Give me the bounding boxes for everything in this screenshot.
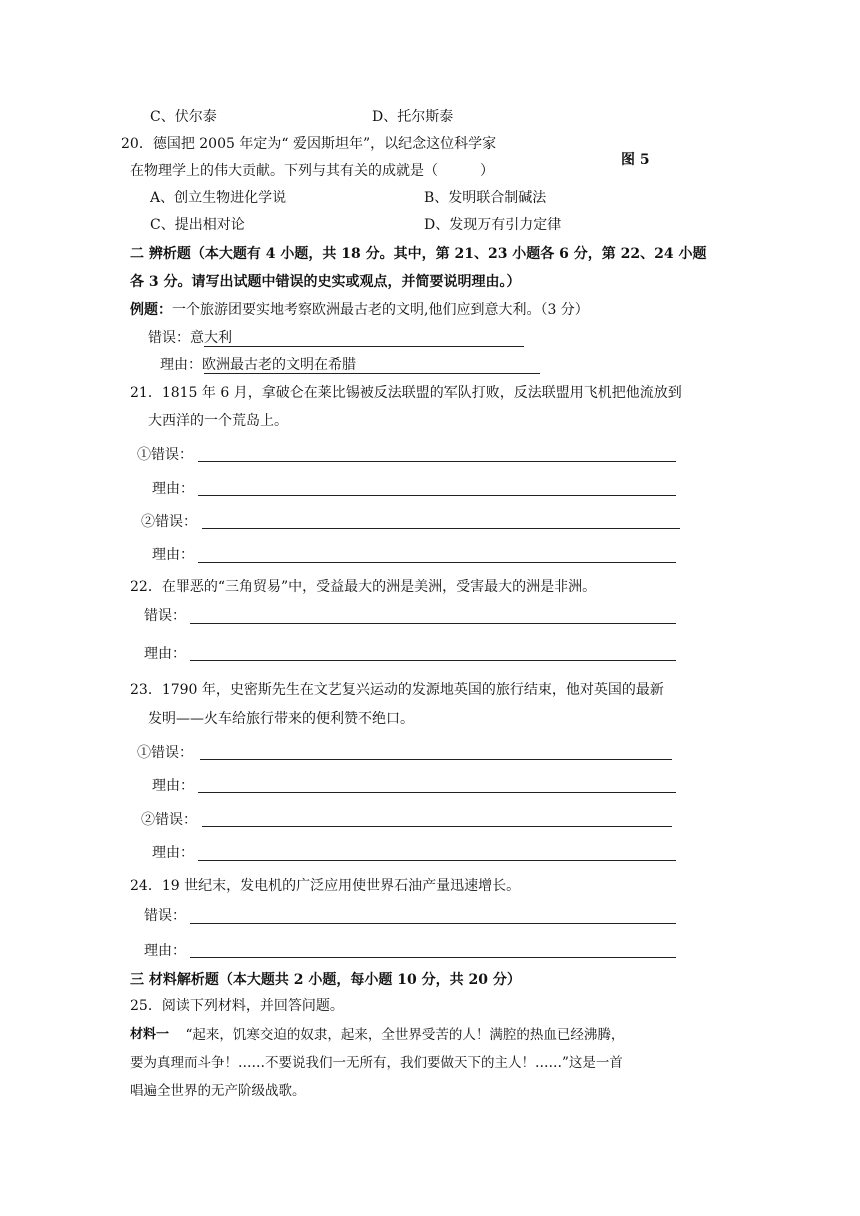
q20-option-c: C、提出相对论 xyxy=(150,217,245,233)
material1-label: 材料一 xyxy=(130,1027,170,1042)
example-error-underline xyxy=(204,346,524,347)
q21-stem-line1: 21．1815 年 6 月，拿破仑在莱比锡被反法联盟的军队打败，反法联盟用飞机把他流放到 xyxy=(130,385,682,401)
q24-reason-label: 理由： xyxy=(144,943,186,959)
q23-error2-label: ②错误： xyxy=(141,812,197,828)
material1-line3: 唱遍全世界的无产阶级战歌。 xyxy=(130,1083,306,1099)
q20-stem-line2: 在物理学上的伟大贡献。下列与其有关的成就是（ ） xyxy=(130,163,494,179)
q20-stem-line1: 20．德国把 2005 年定为“ 爱因斯坦年”，以纪念这位科学家 xyxy=(121,136,497,152)
q23-stem-line2: 发明——火车给旅行带来的便利赞不绝口。 xyxy=(148,711,414,727)
q19-option-c: C、伏尔泰 xyxy=(150,109,217,125)
q23-reason1-line[interactable] xyxy=(198,792,676,793)
q24-reason-line[interactable] xyxy=(190,957,676,958)
q22-reason-line[interactable] xyxy=(190,660,676,661)
q21-error1-label: ①错误： xyxy=(137,447,193,463)
q25-stem: 25．阅读下列材料，并回答问题。 xyxy=(130,998,344,1014)
q23-error2-line[interactable] xyxy=(202,826,672,827)
q22-stem: 22．在罪恶的“三角贸易”中，受益最大的洲是美洲，受害最大的洲是非洲。 xyxy=(130,579,597,595)
q20-option-d: D、发现万有引力定律 xyxy=(424,217,562,233)
material1-line2: 要为真理而斗争！……不要说我们一无所有，我们要做天下的主人！……”这是一首 xyxy=(130,1055,623,1071)
q21-error1-line[interactable] xyxy=(198,461,676,462)
q21-reason1-line[interactable] xyxy=(198,495,676,496)
q23-reason2-label: 理由： xyxy=(152,845,194,861)
example-reason-underline xyxy=(204,373,540,374)
q22-error-line[interactable] xyxy=(190,623,676,624)
q23-reason1-label: 理由： xyxy=(152,778,194,794)
example-label: 例题： xyxy=(130,302,172,318)
material1-line1: “起来，饥寒交迫的奴隶，起来，全世界受苦的人！满腔的热血已经沸腾， xyxy=(172,1027,625,1043)
q23-stem-line1: 23．1790 年，史密斯先生在文艺复兴运动的发源地英国的旅行结束，他对英国的最新 xyxy=(130,682,664,698)
q21-reason2-label: 理由： xyxy=(152,547,194,563)
example-error: 错误：意大利 xyxy=(148,330,232,346)
q21-reason1-label: 理由： xyxy=(152,481,194,497)
example-text: 一个旅游团要实地考察欧洲最古老的文明,他们应到意大利。（3 分） xyxy=(172,302,589,318)
q23-reason2-line[interactable] xyxy=(198,860,676,861)
q20-option-a: A、创立生物进化学说 xyxy=(150,190,287,206)
q24-error-label: 错误： xyxy=(144,908,186,924)
q21-error2-label: ②错误： xyxy=(141,514,197,530)
q21-reason2-line[interactable] xyxy=(198,562,676,563)
q22-error-label: 错误： xyxy=(144,608,186,624)
figure-label: 图 5 xyxy=(621,152,650,168)
example-reason: 理由：欧洲最古老的文明在希腊 xyxy=(160,357,356,373)
q23-error1-line[interactable] xyxy=(200,759,672,760)
q23-error1-label: ①错误： xyxy=(137,745,193,761)
q24-stem: 24．19 世纪末，发电机的广泛应用使世界石油产量迅速增长。 xyxy=(130,878,521,894)
section2-heading-line1: 二 辨析题（本大题有 4 小题，共 18 分。其中，第 21、23 小题各 6 分，第 22、24 小题 xyxy=(130,246,707,262)
section3-heading: 三 材料解析题（本大题共 2 小题，每小题 10 分，共 20 分） xyxy=(130,972,521,988)
q21-stem-line2: 大西洋的一个荒岛上。 xyxy=(148,413,288,429)
q20-option-b: B、发明联合制碱法 xyxy=(424,190,547,206)
q22-reason-label: 理由： xyxy=(144,646,186,662)
section2-heading-line2: 各 3 分。请写出试题中错误的史实或观点，并简要说明理由。） xyxy=(130,274,521,290)
q21-error2-line[interactable] xyxy=(202,528,680,529)
q24-error-line[interactable] xyxy=(190,923,676,924)
q19-option-d: D、托尔斯泰 xyxy=(372,109,454,125)
